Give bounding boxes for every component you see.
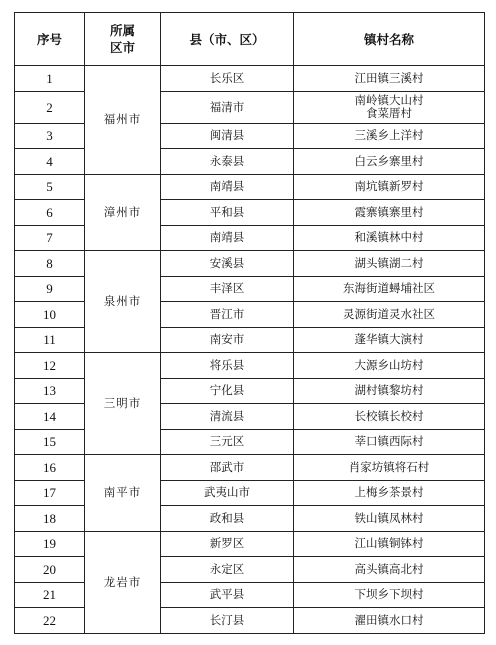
cell-county: 南安市 [161, 327, 294, 353]
village-name-line: 下坝乡下坝村 [354, 587, 424, 602]
cell-index: 9 [15, 276, 85, 302]
cell-county: 南靖县 [161, 225, 294, 251]
cell-county: 将乐县 [161, 353, 294, 379]
cell-village [294, 429, 485, 455]
cell-county: 福清市 [161, 91, 294, 123]
village-name-line: 东海街道蟳埔社区 [343, 281, 435, 296]
cell-city: 龙岩市 [85, 531, 161, 633]
cell-index: 8 [15, 251, 85, 277]
cell-village [294, 91, 485, 123]
cell-village [294, 557, 485, 583]
cell-village [294, 404, 485, 430]
cell-city: 福州市 [85, 66, 161, 175]
cell-village [294, 480, 485, 506]
cell-index: 17 [15, 480, 85, 506]
cell-index: 13 [15, 378, 85, 404]
cell-index: 18 [15, 506, 85, 532]
header-city [85, 13, 161, 66]
cell-index: 15 [15, 429, 85, 455]
cell-county: 新罗区 [161, 531, 294, 557]
cell-city: 泉州市 [85, 251, 161, 353]
cell-village [294, 608, 485, 634]
village-name-line: 食菜厝村 [366, 106, 412, 120]
table-row [15, 66, 485, 92]
cell-county: 宁化县 [161, 378, 294, 404]
village-table [14, 12, 485, 634]
cell-index: 2 [15, 91, 85, 123]
table-header-row [15, 13, 485, 66]
cell-city: 漳州市 [85, 174, 161, 251]
village-name-line: 湖头镇湖二村 [354, 255, 424, 270]
cell-index: 6 [15, 200, 85, 226]
cell-index: 1 [15, 66, 85, 92]
table-row [15, 531, 485, 557]
cell-index: 20 [15, 557, 85, 583]
cell-county: 平和县 [161, 200, 294, 226]
cell-village [294, 225, 485, 251]
header-index: 序号 [15, 13, 85, 66]
cell-city: 南平市 [85, 455, 161, 532]
cell-index: 14 [15, 404, 85, 430]
cell-village [294, 123, 485, 149]
cell-village [294, 251, 485, 277]
cell-county: 长乐区 [161, 66, 294, 92]
table-row [15, 174, 485, 200]
cell-village [294, 200, 485, 226]
cell-village [294, 582, 485, 608]
table-row [15, 353, 485, 379]
cell-county: 闽清县 [161, 123, 294, 149]
header-county: 县（市、区） [161, 13, 294, 66]
cell-county: 永泰县 [161, 149, 294, 175]
cell-village [294, 174, 485, 200]
header-city-line2: 区市 [109, 40, 135, 55]
cell-index: 12 [15, 353, 85, 379]
cell-index: 4 [15, 149, 85, 175]
cell-village [294, 276, 485, 302]
cell-index: 5 [15, 174, 85, 200]
header-village: 镇村名称 [294, 13, 485, 66]
village-name-line: 南坑镇新罗村 [354, 179, 424, 194]
cell-index: 19 [15, 531, 85, 557]
cell-county: 清流县 [161, 404, 294, 430]
cell-city: 三明市 [85, 353, 161, 455]
cell-index: 21 [15, 582, 85, 608]
village-name-line: 铁山镇凤林村 [354, 510, 424, 525]
cell-county: 三元区 [161, 429, 294, 455]
cell-village [294, 506, 485, 532]
cell-county: 武平县 [161, 582, 294, 608]
cell-village [294, 378, 485, 404]
cell-county: 丰泽区 [161, 276, 294, 302]
cell-county: 长汀县 [161, 608, 294, 634]
village-name-line: 三溪乡上洋村 [354, 128, 424, 143]
cell-county: 安溪县 [161, 251, 294, 277]
village-name-line: 莘口镇西际村 [354, 434, 424, 449]
village-name-line: 江田镇三溪村 [354, 70, 424, 85]
header-city-line1: 所属 [109, 23, 135, 38]
cell-village [294, 327, 485, 353]
cell-county: 政和县 [161, 506, 294, 532]
village-name-line: 白云乡寨里村 [354, 153, 424, 168]
village-name-line: 长校镇长校村 [354, 408, 424, 423]
cell-county: 晋江市 [161, 302, 294, 328]
table-row [15, 455, 485, 481]
village-name-line: 江山镇铜钵村 [354, 536, 424, 551]
cell-village [294, 455, 485, 481]
cell-index: 7 [15, 225, 85, 251]
cell-village [294, 149, 485, 175]
cell-county: 永定区 [161, 557, 294, 583]
cell-index: 22 [15, 608, 85, 634]
cell-index: 10 [15, 302, 85, 328]
village-list-document [14, 12, 484, 634]
cell-county: 南靖县 [161, 174, 294, 200]
village-name-line: 蓬华镇大演村 [354, 332, 424, 347]
village-name-line: 高头镇高北村 [354, 561, 424, 576]
cell-index: 16 [15, 455, 85, 481]
cell-village [294, 302, 485, 328]
cell-county: 武夷山市 [161, 480, 294, 506]
village-name-line: 肖家坊镇将石村 [348, 459, 430, 474]
village-name-line: 濯田镇水口村 [354, 612, 424, 627]
village-name-line: 南岭镇大山村 [354, 93, 424, 107]
village-name-line: 灵源街道灵水社区 [343, 306, 435, 321]
cell-index: 11 [15, 327, 85, 353]
village-name-line: 大源乡山坊村 [354, 357, 424, 372]
village-name-line: 霞寨镇寨里村 [354, 204, 424, 219]
village-name-line: 和溪镇林中村 [354, 230, 424, 245]
cell-village [294, 66, 485, 92]
village-name-line: 湖村镇黎坊村 [354, 383, 424, 398]
table-body [15, 66, 485, 634]
cell-county: 邵武市 [161, 455, 294, 481]
cell-village [294, 531, 485, 557]
village-name-line: 上梅乡茶景村 [354, 485, 424, 500]
table-row [15, 251, 485, 277]
cell-index: 3 [15, 123, 85, 149]
cell-village [294, 353, 485, 379]
